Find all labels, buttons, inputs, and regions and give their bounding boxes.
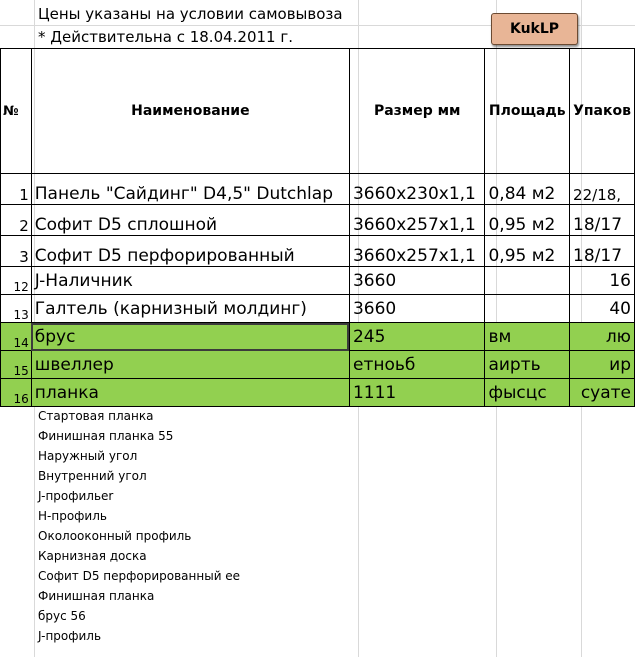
cell-pack[interactable]: ир	[570, 351, 635, 379]
cell-area[interactable]	[485, 295, 570, 323]
list-item[interactable]: Стартовая планка	[38, 409, 154, 423]
cell-size[interactable]: 3660x257x1,1	[349, 236, 484, 267]
cell-area[interactable]: 0,95 м2	[485, 205, 570, 236]
list-item[interactable]: Наружный угол	[38, 449, 138, 463]
cell-area[interactable]: 0,95 м2	[485, 236, 570, 267]
cell-name-selected[interactable]: брус	[31, 323, 349, 351]
cell-pack[interactable]: суате	[570, 379, 635, 407]
cell-num[interactable]: 1	[1, 174, 32, 205]
header-area[interactable]: Площадь	[485, 49, 570, 174]
pickup-note: Цены указаны на условии самовывоза	[38, 5, 343, 23]
cell-pack[interactable]: 18/17	[570, 236, 635, 267]
header-num[interactable]: №	[1, 49, 32, 174]
cell-name[interactable]: планка	[31, 379, 349, 407]
cell-size[interactable]: 1111	[349, 379, 484, 407]
product-list	[38, 406, 240, 646]
cell-size[interactable]: 245	[349, 323, 484, 351]
cell-num[interactable]: 16	[1, 379, 32, 407]
table-row	[1, 236, 635, 267]
table-row	[1, 205, 635, 236]
cell-size[interactable]: етноьб	[349, 351, 484, 379]
cell-name[interactable]: Панель "Сайдинг" D4,5" Dutchlap	[31, 174, 349, 205]
list-item[interactable]: J-профильer	[38, 489, 114, 503]
valid-date-note: * Действительна с 18.04.2011 г.	[38, 28, 294, 46]
header-size[interactable]: Размер мм	[349, 49, 484, 174]
cell-name[interactable]: J-Наличник	[31, 267, 349, 295]
list-item[interactable]: Софит D5 перфорированный ее	[38, 569, 241, 583]
cell-num[interactable]: 15	[1, 351, 32, 379]
cell-name[interactable]: Софит D5 сплошной	[31, 205, 349, 236]
table-row	[1, 295, 635, 323]
list-item[interactable]: Карнизная доска	[38, 549, 147, 563]
cell-area[interactable]: вм	[485, 323, 570, 351]
table-row	[1, 323, 635, 351]
cell-area[interactable]	[485, 267, 570, 295]
cell-size[interactable]: 3660	[349, 267, 484, 295]
list-item[interactable]: Финишная планка	[38, 589, 155, 603]
table-row	[1, 174, 635, 205]
cell-name[interactable]: Софит D5 перфорированный	[31, 236, 349, 267]
header-row	[1, 49, 635, 174]
cell-area[interactable]: фысцс	[485, 379, 570, 407]
list-item[interactable]: Финишная планка 55	[38, 429, 174, 443]
list-item[interactable]: Околооконный профиль	[38, 529, 192, 543]
list-item[interactable]: H-профиль	[38, 509, 107, 523]
cell-size[interactable]: 3660x257x1,1	[349, 205, 484, 236]
table-row	[1, 379, 635, 407]
list-item[interactable]: брус 56	[38, 609, 86, 623]
cell-size[interactable]: 3660	[349, 295, 484, 323]
cell-pack[interactable]: 18/17	[570, 205, 635, 236]
table-row	[1, 267, 635, 295]
cell-pack[interactable]: лю	[570, 323, 635, 351]
cell-name[interactable]: Галтель (карнизный молдинг)	[31, 295, 349, 323]
cell-num[interactable]: 12	[1, 267, 32, 295]
cell-pack[interactable]: 40	[570, 295, 635, 323]
header-name[interactable]: Наименование	[31, 49, 349, 174]
price-table	[0, 48, 635, 407]
cell-num[interactable]: 2	[1, 205, 32, 236]
list-item[interactable]: Внутренний угол	[38, 469, 147, 483]
cell-num[interactable]: 14	[1, 323, 32, 351]
header-pack[interactable]: Упаков	[570, 49, 635, 174]
cell-size[interactable]: 3660x230x1,1	[349, 174, 484, 205]
cell-area[interactable]: 0,84 м2	[485, 174, 570, 205]
cell-area[interactable]: аирть	[485, 351, 570, 379]
cell-num[interactable]: 3	[1, 236, 32, 267]
cell-name[interactable]: швеллер	[31, 351, 349, 379]
kuklp-button[interactable]: KukLP	[491, 13, 578, 45]
cell-pack[interactable]: 22/18,	[570, 174, 635, 205]
table-row	[1, 351, 635, 379]
list-item[interactable]: J-профиль	[38, 629, 102, 643]
cell-num[interactable]: 13	[1, 295, 32, 323]
cell-pack[interactable]: 16	[570, 267, 635, 295]
